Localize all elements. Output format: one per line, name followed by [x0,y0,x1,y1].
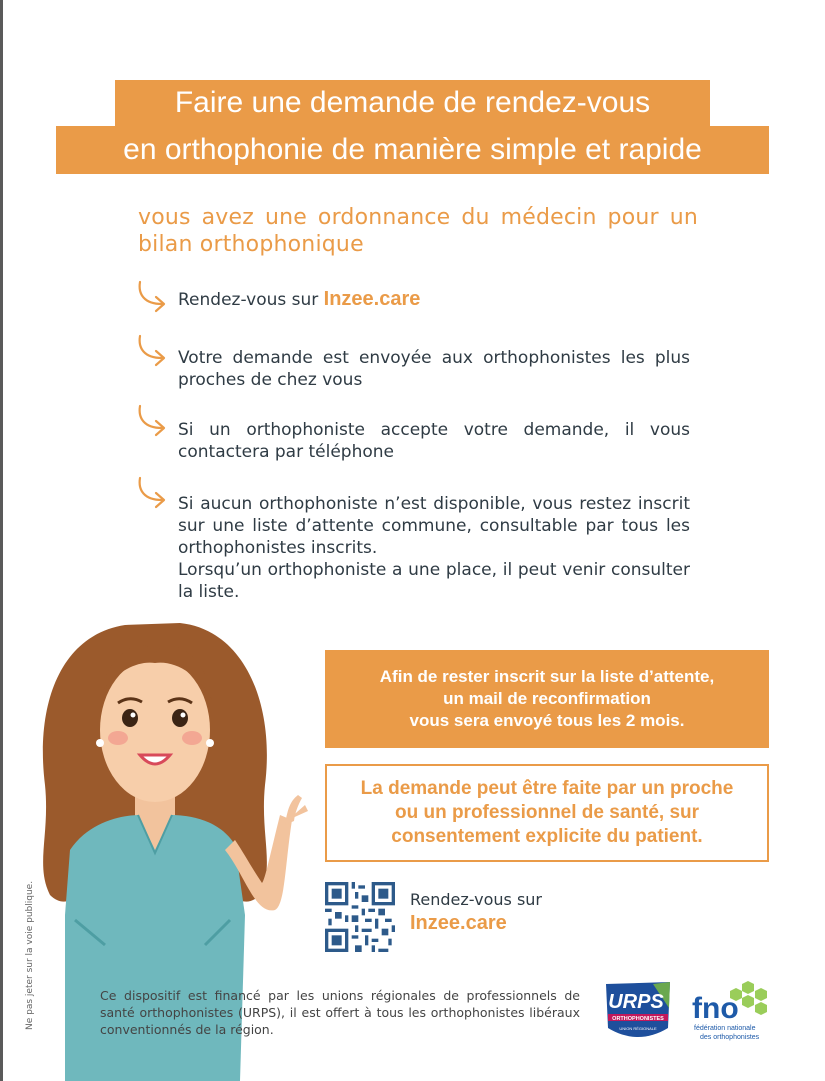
reconfirmation-line-3: vous sera envoyé tous les 2 mois. [409,711,685,730]
urps-logo-sub2: UNION RÉGIONALE [619,1026,657,1031]
step-1-prefix: Rendez-vous sur [178,290,324,310]
consent-notice [325,764,769,862]
curved-arrow-icon [134,404,172,438]
consent-line-1: La demande peut être faite par un proche [360,778,734,799]
title-line-2: en orthophonie de manière simple et rapide [56,126,769,174]
qr-label: Rendez-vous sur [410,890,542,909]
page-border [0,0,3,1081]
step-4-paragraph-1: Si aucun orthophoniste n’est disponible, vous restez inscrit sur une liste d’attente commune, consultable par tous les orthophonistes inscrits. [178,494,690,558]
curved-arrow-icon [134,280,172,314]
litter-notice: Ne pas jeter sur la voie publique. [25,880,35,1030]
fno-logo-sub1: fédération nationale [694,1025,756,1032]
urps-logo-main: URPS [608,991,664,1013]
step-2-text: Votre demande est envoyée aux orthophonistes les plus proches de chez vous [178,348,690,390]
qr-code-icon[interactable] [325,882,395,952]
fno-logo [690,978,775,1048]
step-1-text [178,288,690,311]
curved-arrow-icon [134,476,172,510]
step-3-text: Si un orthophoniste accepte votre demande, il vous contactera par téléphone [178,420,690,462]
funding-footer: Ce dispositif est financé par les unions régionales de professionnels de santé orthophonistes (URPS), il est offert à tous les orthophonistes libéraux conventionnés de la région. [100,988,580,1037]
step-4-text [178,493,690,603]
consent-line-2: ou un professionnel de santé, sur [394,802,700,823]
curved-arrow-icon [134,334,172,368]
step-4-paragraph-2: Lorsqu’un orthophoniste a une place, il peut venir consulter la liste. [178,560,690,602]
urps-logo-sub1: ORTHOPHONISTES [612,1016,664,1022]
title-line-1: Faire une demande de rendez-vous [115,80,710,126]
urps-logo [598,978,678,1044]
qr-link[interactable]: Inzee.care [410,912,507,934]
subtitle: vous avez une ordonnance du médecin pour un bilan orthophonique [138,205,698,257]
fno-logo-main: fno [692,992,739,1025]
consent-line-3: consentement explicite du patient. [391,826,703,847]
reconfirmation-line-2: un mail de reconfirmation [443,689,651,708]
fno-logo-sub2: des orthophonistes [700,1034,760,1041]
reconfirmation-notice [325,650,769,748]
reconfirmation-line-1: Afin de rester inscrit sur la liste d’attente, [379,667,715,686]
inzee-link[interactable]: Inzee.care [323,288,421,310]
